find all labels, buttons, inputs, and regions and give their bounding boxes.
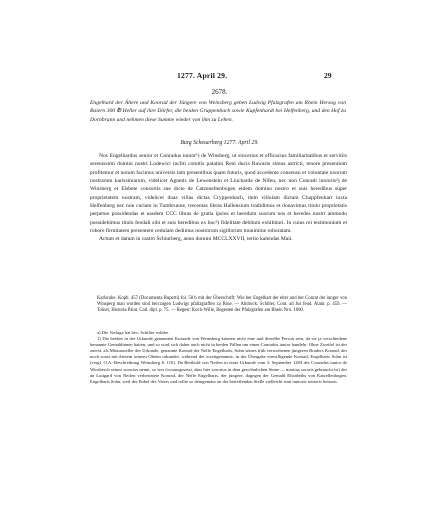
footnote: 1) Die beiden in der Urkunde genannten Konrade von Weinsberg können nicht eine und dieselbe Person sein, da sie ja verschiedene benannte Gemahlinnen hatten, und so wird sich daher auch nicht in beiden Fällen um einen Conradus iunior handeln. Ohne Zweifel ist der zuerst, als Mitaussteller der Urkunde, genannte Konrad der Neffe Engelharts, Sohn seines früh verstorbenen jüngeren Bruders Konrad, der noch sonst mit diesem seinem Oheim urkundet, während der zweitgenannte, in der Übergabe einwilligende Konrad, Engelharts Sohn ist (vergl. O.A.-Beschreibung Weinsberg S. 110). Da Berthold von Neifen in einer Urkunde vom 3. September 1284 des Conradus iunior de Winsberch seines sororius nennt, so war (vorausgesetzt, dass hier sororius in dem gewöhnlichen Sinne — maritus sororis gebraucht ist) der an Luitgard von Neifen verheiratete Konrad, der Neffe Engelharts, der jüngere, dagegen der Gemahl Elisabeths von Katzellenbogen, Engelharts Sohn, weil der Enkel des Vaters und rollte so demgemäss an der betreffenden Stelle vielleicht statt iunioris senioris heissen.: [90, 336, 347, 384]
header-date: 1277. April 29.: [177, 71, 228, 80]
charter-paragraph: Actum et datum in castro Schiurberg, anno domini MCCLXXVII, tertio kalendas Maii.: [99, 236, 293, 243]
page-number: 29: [324, 71, 332, 80]
footnote: a) Die Vorlage hat hec; Schilter exhibe.: [97, 330, 170, 335]
document-number: 2678.: [211, 88, 228, 96]
summary-text: Engelhard der Ältere und Konrad der Jüngere von Weinsberg geben Ludwig Pfalzgrafen am Rhein Herzog von Baiern 300 ℔ Heller auf ihre Dörfer, die beiden Gruppenbach sowie Kupfenhardt bei Helfenberg, und den Hof zu Dornbrunn und nehmen diese Summe wieder von ihm zu Lehen.: [90, 100, 346, 123]
document-summary: [90, 99, 346, 124]
place-date: Burg Scheuerberg 1277. April 29.: [180, 140, 259, 146]
footnotes: [90, 330, 347, 385]
charter-text: [90, 152, 347, 244]
source-commentary: [97, 296, 347, 314]
running-head: [0, 71, 439, 81]
commentary-text: Karlsruhe. Kopb. 457 (Documenta Ruperti) fol. 58 b mit der Überschrift: Wie her Engelhart der elter und her Conrat der iunger von Winsperg man worden sind herczogen Ludwigs pfaltzgraffen zu Rine. — Abdruck: Schilter, Cont. ad Jus feud. Alam. p. 459. — Tolner, Historia Palat. Cod. dipl. p. 75. — Regest: Koch-Wille, Regesten der Pfalzgrafen am Rhein Nro. 1000.: [97, 296, 347, 314]
charter-paragraph: Nos Engelhardus senior et Conradus iunior¹) de Winsberg, ut sincerius et efficacius familiaritatibus et servitiis serenissimi domini nostri Lodewici incliti comitis palatini Reni ducis Bawarie simus astricti, tenore presentium profitemur et notum facimus universis tam presentibus quam futuris, quod accedente consensu et voluntate uxorum nostrarum karissimarum, videlicet Agnetis de Lewenstein et Liucharde de Nifen, nec non Conradi iunioris²) de Winsberg et Elsbete consortis sue dicte de Catzenellenbogen eidem domino nostro et suis heredibus super proprietatem nostram, videlicet duas villas dictas Cryppenbach, item villulam dictam Chappfenhart iuxta Helfenberg nec non curiam in Tumbrunne, trecentas libras Hallensium tradidimus et donavimus titulo proprietatis perpetuo possidendas et easdem CCC libras de gratia ipsius et heredum suorum nos et heredes nostri ammodo possidebimus titulo feodali sibi et suis heredibus ex hoc³) fidelitate debitum exhibituri. In cuius rei testimonium et robore firmitatem presentem cedulam dedimus nostrorum sigillorum munimine roboratam.: [90, 153, 347, 235]
